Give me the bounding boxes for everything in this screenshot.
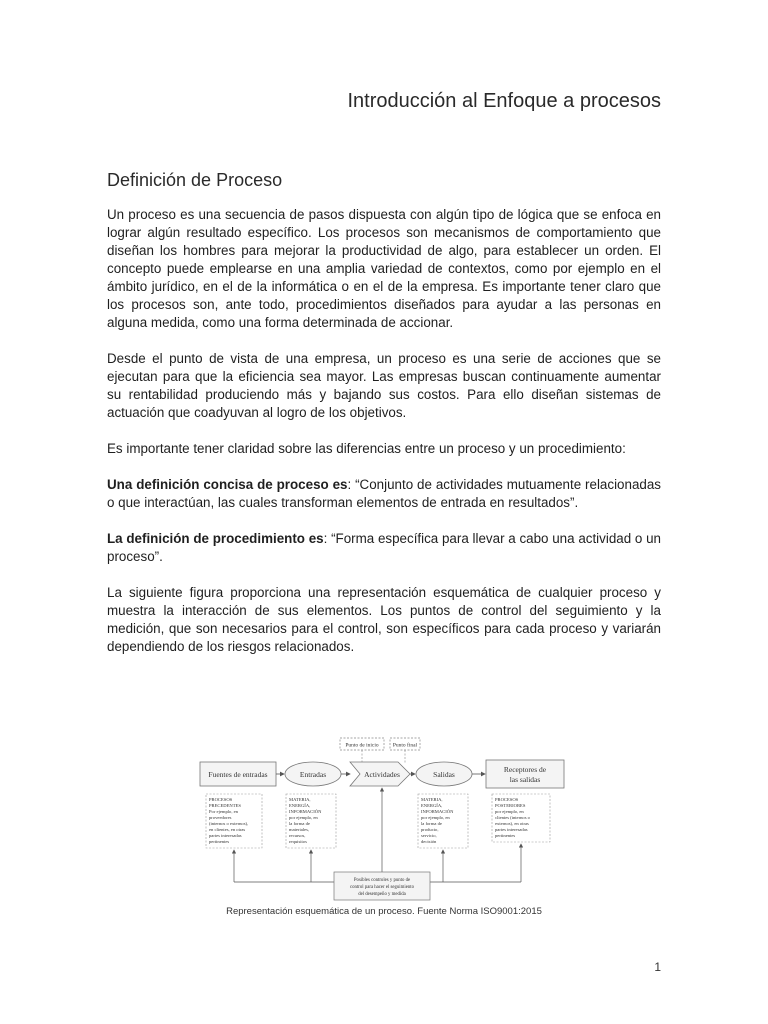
process-diagram-svg: [198, 732, 578, 902]
end-point-label: Punto final: [392, 742, 418, 749]
process-definition-label: Una definición concisa de proceso es: [107, 477, 348, 492]
svg-text:producto,: producto,: [421, 827, 439, 832]
svg-text:servicio,: servicio,: [421, 833, 437, 838]
paragraph-process-concise: [107, 476, 661, 512]
outputs-label: Salidas: [433, 770, 455, 779]
sources-label: Fuentes de entradas: [208, 770, 268, 779]
svg-text:recursos,: recursos,: [289, 833, 306, 838]
svg-text:por ejemplo, en: por ejemplo, en: [421, 815, 450, 820]
svg-text:materiales,: materiales,: [289, 827, 310, 832]
process-definition-text: : “Conjunto de actividades mutuamente relacionadas o que interactúan, las cuales transforman elementos de entrada en resultados”.: [107, 477, 661, 510]
svg-text:la forma de: la forma de: [289, 821, 310, 826]
svg-text:PROCESOS: PROCESOS: [495, 797, 519, 802]
inputs-label: Entradas: [299, 770, 327, 779]
svg-text:Por ejemplo, en: Por ejemplo, en: [209, 809, 238, 814]
svg-text:PROCESOS: PROCESOS: [209, 797, 233, 802]
document-body: [107, 206, 661, 674]
controls-label-3: del desempeño y medida: [358, 892, 406, 897]
svg-text:en clientes, en otras: en clientes, en otras: [209, 827, 246, 832]
svg-text:clientes (internos o: clientes (internos o: [495, 815, 530, 820]
paragraph-company-view: Desde el punto de vista de una empresa, un proceso es una serie de acciones que se ejecutan para que la eficiencia sea mayor. Las empresas buscan continuamente aumentar su rentabilidad produciendo más y bajando sus costos. Para ello diseñan sistemas de actuación que coadyuvan al logro de los objetivos.: [107, 351, 661, 420]
page-number: 1: [654, 960, 661, 974]
paragraph-procedure: [107, 530, 661, 566]
svg-text:por ejemplo, en: por ejemplo, en: [289, 815, 318, 820]
procedure-definition-label: La definición de procedimiento es: [107, 531, 324, 546]
receivers-desc: [495, 797, 531, 838]
svg-text:PRECEDENTES: PRECEDENTES: [209, 803, 241, 808]
section-title: Definición de Proceso: [107, 170, 283, 190]
svg-text:ENERGÍA,: ENERGÍA,: [421, 803, 443, 808]
svg-text:ENERGÍA,: ENERGÍA,: [289, 803, 311, 808]
start-point-label: Punto de inicio: [345, 742, 379, 749]
svg-text:INFORMACIÓN: INFORMACIÓN: [421, 809, 454, 814]
svg-text:INFORMACIÓN: INFORMACIÓN: [289, 809, 322, 814]
paragraph-differences: Es importante tener claridad sobre las diferencias entre un proceso y un procedimiento:: [107, 441, 626, 456]
svg-text:MATERIA,: MATERIA,: [421, 797, 443, 802]
figure-caption: Representación esquemática de un proceso. Fuente Norma ISO9001:2015: [226, 906, 542, 917]
svg-text:externos), en otras: externos), en otras: [495, 821, 529, 826]
page-title: Introducción al Enfoque a procesos: [347, 90, 661, 112]
svg-text:requisitos: requisitos: [289, 839, 307, 844]
svg-text:POSTERIORES: POSTERIORES: [495, 803, 526, 808]
svg-text:MATERIA,: MATERIA,: [289, 797, 311, 802]
controls-label-2: control para hacer el seguimiento: [350, 885, 414, 890]
svg-text:decisión: decisión: [421, 839, 437, 844]
svg-text:(internos o externos),: (internos o externos),: [209, 821, 249, 826]
controls-label-1: Posibles controles y punto de: [353, 878, 411, 883]
receivers-label-2: las salidas: [509, 775, 541, 784]
activities-label: Actividades: [364, 770, 400, 779]
svg-text:proveedores: proveedores: [209, 815, 232, 820]
svg-text:partes interesadas: partes interesadas: [209, 833, 242, 838]
svg-text:la forma de: la forma de: [421, 821, 442, 826]
svg-text:pertinentes: pertinentes: [495, 833, 516, 838]
paragraph-figure-intro: La siguiente figura proporciona una representación esquemática de cualquier proceso y muestra la interacción de sus elementos. Los puntos de control del seguimiento y la medición, que son necesarios para el control, son específicos para cada proceso y variarán dependiendo de los riesgos relacionados.: [107, 585, 661, 654]
svg-text:pertinentes: pertinentes: [209, 839, 230, 844]
svg-text:partes interesadas: partes interesadas: [495, 827, 528, 832]
paragraph-process-definition: Un proceso es una secuencia de pasos dispuesta con algún tipo de lógica que se enfoca en lograr algún resultado específico. Los procesos son mecanismos de comportamiento que diseñan los hombres para mejorar la productividad de algo, para establecer un orden. El concepto puede emplearse en una amplia variedad de contextos, como por ejemplo en el ámbito jurídico, en el de la informática o en el de la empresa. Es importante tener claro que los procesos son, ante todo, procedimientos diseñados para ayudar a las personas en alguna medida, como una forma determinada de accionar.: [107, 207, 661, 330]
svg-text:por ejemplo, en: por ejemplo, en: [495, 809, 524, 814]
receivers-label-1: Receptores de: [503, 765, 547, 774]
process-diagram: [198, 732, 578, 902]
procedure-definition-text: : “Forma específica para llevar a cabo una actividad o un proceso”.: [107, 531, 661, 564]
